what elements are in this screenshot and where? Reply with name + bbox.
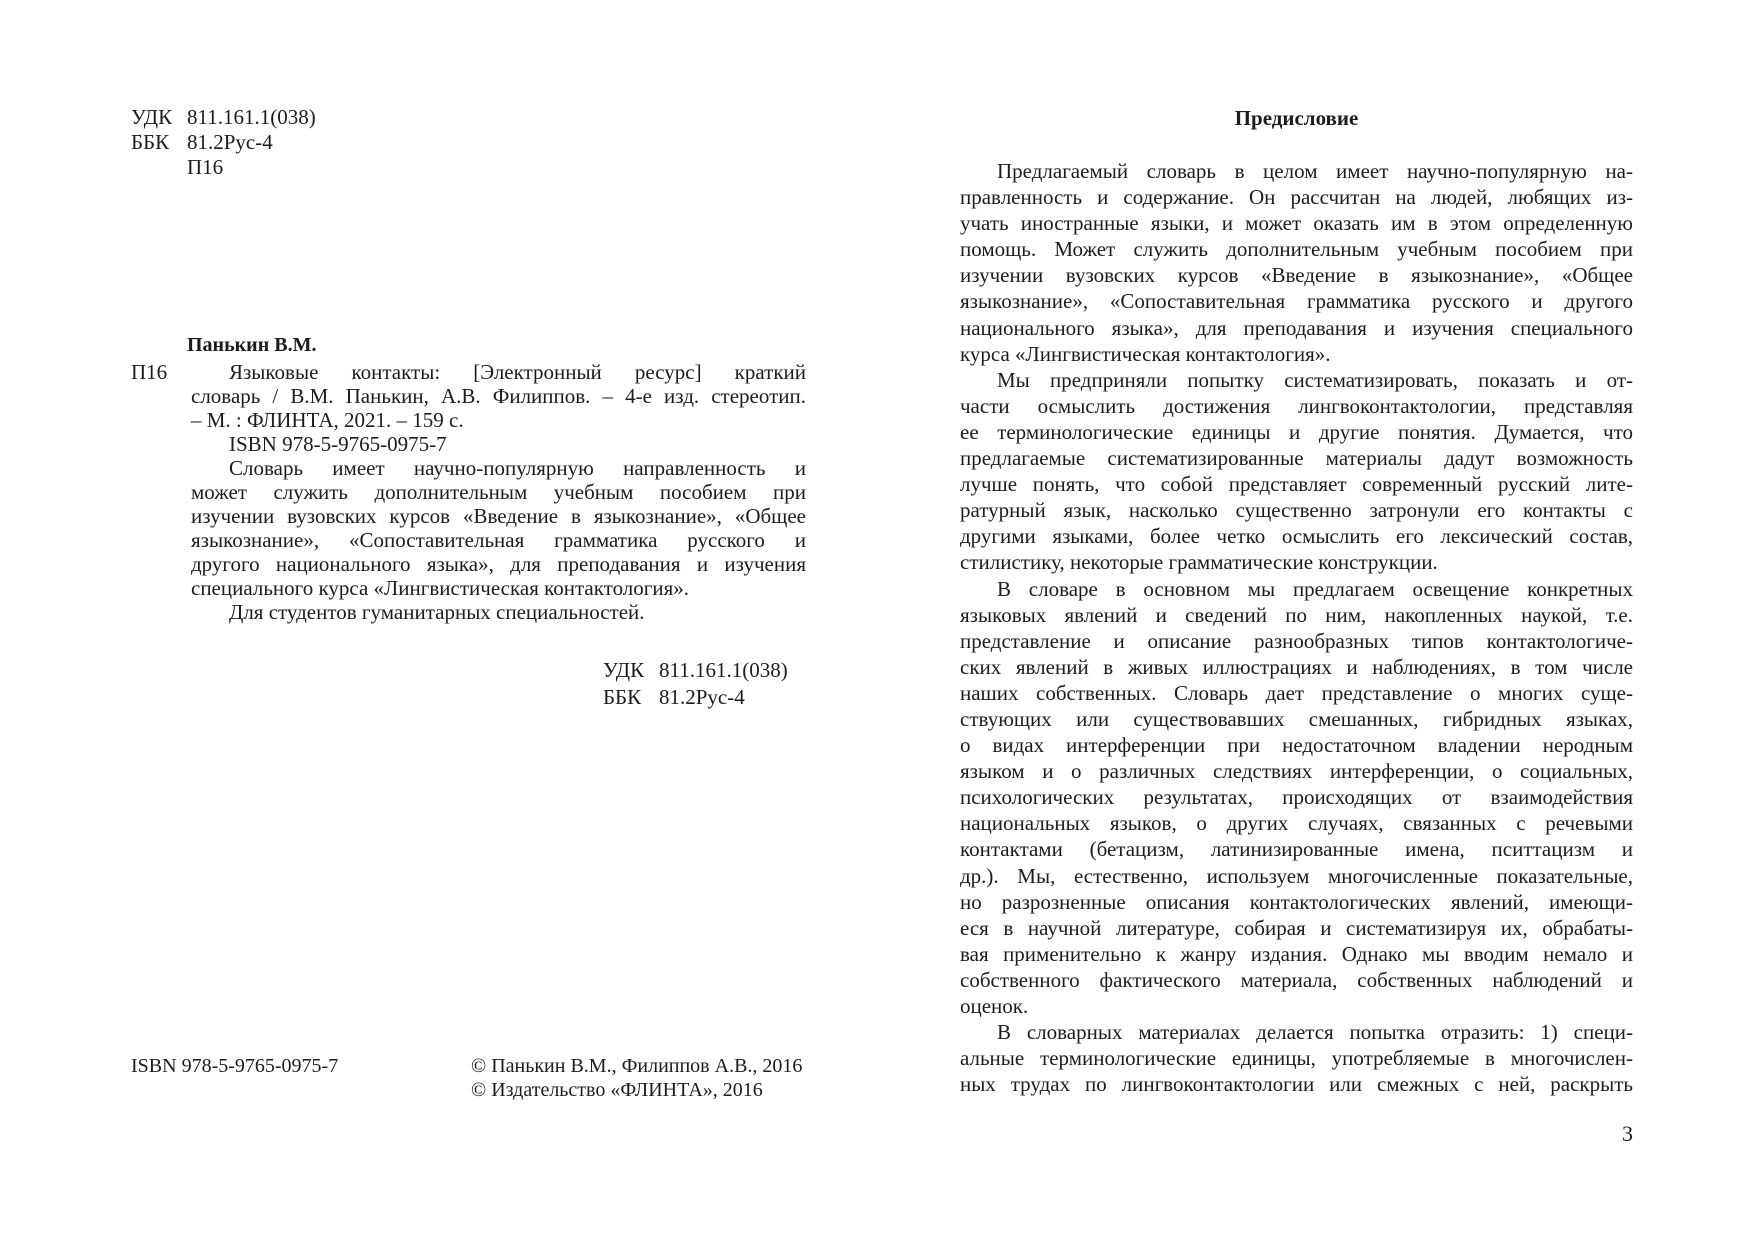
text-line: альные терминологические единицы, употребляемые в многочислен- [960, 1046, 1633, 1071]
audience-line: Для студентов гуманитарных специальностей. [229, 600, 645, 624]
text-line: наших собственных. Словарь дает представление о многих суще- [960, 680, 1633, 705]
page-title: Предисловие [1234, 106, 1359, 130]
right-page [877, 0, 1755, 1240]
text-line: ствующих или существовавших смешанных, гибридных языках, [960, 706, 1633, 731]
footer-classification [603, 657, 788, 711]
text-line: языкознание», «Сопоставительная грамматика русского и другого [960, 289, 1633, 314]
text-line: еся в научной литературе, собирая и систематизируя их, обрабаты- [960, 915, 1633, 940]
text-line: помощь. Может служить дополнительным учебным пособием при [960, 237, 1633, 262]
text-line: вая применительно к жанру издания. Однако мы вводим немало и [960, 941, 1633, 966]
bbk-label: ББК [603, 685, 642, 709]
udk-code-row [131, 105, 316, 130]
text-line: предлагаемые систематизированные материалы дадут возможность [960, 446, 1633, 471]
bbk-code-row [131, 130, 316, 155]
text-line: о видах интерференции при недостаточном владении неродным [960, 733, 1633, 758]
isbn-bottom: ISBN 978-5-9765-0975-7 [131, 1055, 339, 1077]
text-line: языковых явлений и сведений по ним, накопленных наукой, т.е. [960, 602, 1633, 627]
udk-value: 811.161.1(038) [659, 658, 788, 682]
copyright-line: © Панькин В.М., Филиппов А.В., 2016 [471, 1055, 803, 1077]
text-line: представление и описание разнообразных типов контактологиче- [960, 628, 1633, 653]
author-sign-row [131, 155, 316, 180]
udk-label: УДК [131, 105, 173, 129]
entry-code: П16 [131, 360, 168, 384]
header-classification [131, 105, 316, 180]
text-line: др.). Мы, естественно, используем многочисленные показательные, [960, 863, 1633, 888]
annotation-line: языкознание», «Сопоставительная грамматика русского и [191, 528, 806, 552]
bbk-value: 81.2Рус-4 [659, 685, 745, 709]
text-line: учать иностранные языки, и может оказать им в этом определенную [960, 211, 1633, 236]
annotation-line: Словарь имеет научно-популярную направленность и [229, 456, 806, 480]
left-page [0, 0, 877, 1240]
author-name: Панькин В.М. [187, 334, 317, 356]
copyright-line: © Издательство «ФЛИНТА», 2016 [471, 1079, 763, 1101]
text-line: ратурный язык, насколько существенно затронули его контакты с [960, 498, 1633, 523]
isbn-line: ISBN 978-5-9765-0975-7 [229, 432, 447, 456]
text-line: языком и о различных следствиях интерференции, о социальных, [960, 759, 1633, 784]
text-line: ее терминологические единицы и другие понятия. Думается, что [960, 419, 1633, 444]
text-line: Предлагаемый словарь в целом имеет научно-популярную на- [997, 159, 1633, 183]
annotation-line: изучении вузовских курсов «Введение в языкознание», «Общее [191, 504, 806, 528]
text-line: другими языками, более четко осмыслить его лексический состав, [960, 524, 1633, 549]
text-line: стилистику, некоторые грамматические конструкции. [960, 550, 1438, 575]
bbk-code-row [603, 684, 788, 711]
text-line: оценок. [960, 994, 1029, 1018]
text-line: национальных языков, о других случаях, связанных с речевыми [960, 811, 1633, 836]
bib-line: словарь / В.М. Панькин, А.В. Филиппов. – 4-е изд. стереотип. [191, 384, 806, 408]
page-number: 3 [1622, 1121, 1633, 1146]
preface-text [960, 158, 1633, 1097]
bbk-value: 81.2Рус-4 [187, 130, 273, 154]
text-line: но разрозненные описания контактологических явлений, имеющи- [960, 889, 1633, 914]
text-line: ских явлений в живых иллюстрациях и наблюдениях, в том числе [960, 654, 1633, 679]
copyright-block [471, 1054, 802, 1102]
text-line: В словаре в основном мы предлагаем освещение конкретных [997, 576, 1633, 601]
bbk-label: ББК [131, 130, 170, 154]
text-line: национального языка», для преподавания и изучения специального [960, 315, 1633, 340]
bib-line: Языковые контакты: [Электронный ресурс] краткий [229, 360, 806, 384]
udk-value: 811.161.1(038) [187, 105, 316, 129]
text-line: курса «Лингвистическая контактология». [960, 341, 1331, 366]
text-line: правленность и содержание. Он рассчитан на людей, любящих из- [960, 185, 1633, 210]
annotation-line: специального курса «Лингвистическая контактология». [191, 576, 690, 600]
text-line: собственного фактического материала, собственных наблюдений и [960, 967, 1633, 992]
text-line: контактами (бетацизм, латинизированные имена, пситтацизм и [960, 837, 1633, 862]
annotation-line: другого национального языка», для преподавания и изучения [191, 552, 806, 576]
text-line: изучении вузовских курсов «Введение в языкознание», «Общее [960, 263, 1633, 288]
bib-line: – М. : ФЛИНТА, 2021. – 159 с. [191, 408, 464, 432]
text-line: В словарных материалах делается попытка отразить: 1) специ- [997, 1020, 1633, 1045]
text-line: части осмыслить достижения лингвоконтактологии, представляя [960, 393, 1633, 418]
udk-label: УДК [603, 658, 645, 682]
author-sign: П16 [187, 155, 224, 179]
annotation-line: может служить дополнительным учебным пособием при [191, 480, 806, 504]
text-line: лучше понять, что собой представляет современный русский лите- [960, 472, 1633, 497]
bibliographic-entry [191, 360, 806, 624]
udk-code-row [603, 657, 788, 684]
text-line: психологических результатах, происходящих от взаимодействия [960, 785, 1633, 810]
text-line: Мы предприняли попытку систематизировать, показать и от- [997, 367, 1633, 392]
text-line: ных трудах по лингвоконтактологии или смежных с ней, раскрыть [960, 1072, 1633, 1097]
